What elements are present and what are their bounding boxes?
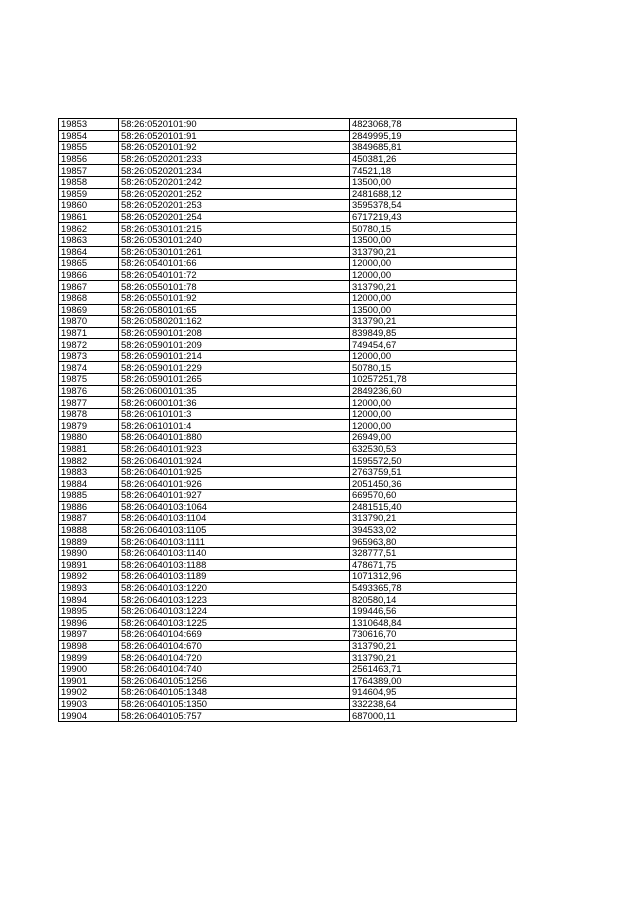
value-cell: 12000,00 bbox=[350, 269, 517, 281]
value-cell: 450381,26 bbox=[350, 153, 517, 165]
cadastral-number-cell: 58:26:0530101:240 bbox=[119, 234, 350, 246]
value-cell: 332238,64 bbox=[350, 698, 517, 710]
table-row bbox=[59, 397, 517, 409]
table-row bbox=[59, 176, 517, 188]
value-cell: 914604,95 bbox=[350, 687, 517, 699]
table-row bbox=[59, 617, 517, 629]
cadastral-number-cell: 58:26:0640103:1104 bbox=[119, 513, 350, 525]
row-number-cell: 19853 bbox=[59, 119, 119, 131]
table-row bbox=[59, 629, 517, 641]
cadastral-number-cell: 58:26:0610101:4 bbox=[119, 420, 350, 432]
table-row bbox=[59, 223, 517, 235]
value-cell: 749454,67 bbox=[350, 339, 517, 351]
row-number-cell: 19879 bbox=[59, 420, 119, 432]
table-row bbox=[59, 594, 517, 606]
row-number-cell: 19869 bbox=[59, 304, 119, 316]
row-number-cell: 19888 bbox=[59, 524, 119, 536]
value-cell: 12000,00 bbox=[350, 350, 517, 362]
row-number-cell: 19884 bbox=[59, 478, 119, 490]
row-number-cell: 19894 bbox=[59, 594, 119, 606]
cadastral-number-cell: 58:26:0540101:72 bbox=[119, 269, 350, 281]
value-cell: 12000,00 bbox=[350, 420, 517, 432]
value-cell: 394533,02 bbox=[350, 524, 517, 536]
row-number-cell: 19886 bbox=[59, 501, 119, 513]
cadastral-number-cell: 58:26:0580101:65 bbox=[119, 304, 350, 316]
table-row bbox=[59, 316, 517, 328]
row-number-cell: 19891 bbox=[59, 559, 119, 571]
table-row bbox=[59, 432, 517, 444]
table-row bbox=[59, 571, 517, 583]
table-row bbox=[59, 350, 517, 362]
table-row bbox=[59, 269, 517, 281]
cadastral-number-cell: 58:26:0640103:1105 bbox=[119, 524, 350, 536]
table-row bbox=[59, 455, 517, 467]
cadastral-number-cell: 58:26:0520101:91 bbox=[119, 130, 350, 142]
table-row bbox=[59, 362, 517, 374]
row-number-cell: 19889 bbox=[59, 536, 119, 548]
cadastral-number-cell: 58:26:0520201:234 bbox=[119, 165, 350, 177]
row-number-cell: 19883 bbox=[59, 466, 119, 478]
cadastral-number-cell: 58:26:0540101:66 bbox=[119, 258, 350, 270]
table-row bbox=[59, 119, 517, 131]
row-number-cell: 19855 bbox=[59, 142, 119, 154]
value-cell: 2051450,36 bbox=[350, 478, 517, 490]
cadastral-number-cell: 58:26:0610101:3 bbox=[119, 408, 350, 420]
row-number-cell: 19900 bbox=[59, 663, 119, 675]
table-row bbox=[59, 234, 517, 246]
cadastral-number-cell: 58:26:0520201:253 bbox=[119, 200, 350, 212]
cadastral-number-cell: 58:26:0640101:925 bbox=[119, 466, 350, 478]
table-row bbox=[59, 142, 517, 154]
row-number-cell: 19874 bbox=[59, 362, 119, 374]
value-cell: 2849236,60 bbox=[350, 385, 517, 397]
cadastral-number-cell: 58:26:0640105:1350 bbox=[119, 698, 350, 710]
table-body bbox=[59, 119, 517, 722]
cadastral-number-cell: 58:26:0530101:215 bbox=[119, 223, 350, 235]
table-row bbox=[59, 675, 517, 687]
cadastral-number-cell: 58:26:0600101:35 bbox=[119, 385, 350, 397]
row-number-cell: 19864 bbox=[59, 246, 119, 258]
table-row bbox=[59, 327, 517, 339]
row-number-cell: 19857 bbox=[59, 165, 119, 177]
row-number-cell: 19902 bbox=[59, 687, 119, 699]
value-cell: 2849995,19 bbox=[350, 130, 517, 142]
row-number-cell: 19882 bbox=[59, 455, 119, 467]
row-number-cell: 19895 bbox=[59, 605, 119, 617]
row-number-cell: 19865 bbox=[59, 258, 119, 270]
table-row bbox=[59, 501, 517, 513]
row-number-cell: 19862 bbox=[59, 223, 119, 235]
cadastral-number-cell: 58:26:0640104:669 bbox=[119, 629, 350, 641]
cadastral-number-cell: 58:26:0640104:670 bbox=[119, 640, 350, 652]
row-number-cell: 19885 bbox=[59, 490, 119, 502]
value-cell: 3595378,54 bbox=[350, 200, 517, 212]
value-cell: 50780,15 bbox=[350, 362, 517, 374]
row-number-cell: 19890 bbox=[59, 547, 119, 559]
value-cell: 632530,53 bbox=[350, 443, 517, 455]
value-cell: 1595572,50 bbox=[350, 455, 517, 467]
value-cell: 478671,75 bbox=[350, 559, 517, 571]
row-number-cell: 19859 bbox=[59, 188, 119, 200]
value-cell: 2481515,40 bbox=[350, 501, 517, 513]
row-number-cell: 19873 bbox=[59, 350, 119, 362]
row-number-cell: 19854 bbox=[59, 130, 119, 142]
row-number-cell: 19898 bbox=[59, 640, 119, 652]
value-cell: 669570,60 bbox=[350, 490, 517, 502]
cadastral-number-cell: 58:26:0640103:1111 bbox=[119, 536, 350, 548]
table-row bbox=[59, 281, 517, 293]
value-cell: 13500,00 bbox=[350, 304, 517, 316]
value-cell: 1764389,00 bbox=[350, 675, 517, 687]
table-row bbox=[59, 605, 517, 617]
value-cell: 13500,00 bbox=[350, 234, 517, 246]
row-number-cell: 19860 bbox=[59, 200, 119, 212]
value-cell: 26949,00 bbox=[350, 432, 517, 444]
cadastral-number-cell: 58:26:0580201:162 bbox=[119, 316, 350, 328]
cadastral-number-cell: 58:26:0640105:757 bbox=[119, 710, 350, 722]
row-number-cell: 19904 bbox=[59, 710, 119, 722]
table-row bbox=[59, 188, 517, 200]
row-number-cell: 19863 bbox=[59, 234, 119, 246]
value-cell: 2763759,51 bbox=[350, 466, 517, 478]
row-number-cell: 19877 bbox=[59, 397, 119, 409]
table-row bbox=[59, 490, 517, 502]
value-cell: 313790,21 bbox=[350, 316, 517, 328]
row-number-cell: 19897 bbox=[59, 629, 119, 641]
value-cell: 12000,00 bbox=[350, 408, 517, 420]
table-row bbox=[59, 211, 517, 223]
cadastral-number-cell: 58:26:0520101:92 bbox=[119, 142, 350, 154]
table-row bbox=[59, 385, 517, 397]
row-number-cell: 19892 bbox=[59, 571, 119, 583]
table-row bbox=[59, 443, 517, 455]
table-row bbox=[59, 710, 517, 722]
row-number-cell: 19893 bbox=[59, 582, 119, 594]
value-cell: 313790,21 bbox=[350, 652, 517, 664]
table-row bbox=[59, 640, 517, 652]
row-number-cell: 19903 bbox=[59, 698, 119, 710]
cadastral-number-cell: 58:26:0640103:1223 bbox=[119, 594, 350, 606]
row-number-cell: 19880 bbox=[59, 432, 119, 444]
cadastral-number-cell: 58:26:0550101:92 bbox=[119, 292, 350, 304]
cadastral-number-cell: 58:26:0600101:36 bbox=[119, 397, 350, 409]
table-row bbox=[59, 513, 517, 525]
value-cell: 50780,15 bbox=[350, 223, 517, 235]
value-cell: 12000,00 bbox=[350, 292, 517, 304]
table-row bbox=[59, 582, 517, 594]
cadastral-number-cell: 58:26:0640101:927 bbox=[119, 490, 350, 502]
value-cell: 12000,00 bbox=[350, 397, 517, 409]
value-cell: 13500,00 bbox=[350, 176, 517, 188]
table-row bbox=[59, 200, 517, 212]
cadastral-number-cell: 58:26:0590101:208 bbox=[119, 327, 350, 339]
table-row bbox=[59, 165, 517, 177]
table-row bbox=[59, 524, 517, 536]
cadastral-number-cell: 58:26:0520201:254 bbox=[119, 211, 350, 223]
table-row bbox=[59, 478, 517, 490]
cadastral-number-cell: 58:26:0640103:1224 bbox=[119, 605, 350, 617]
row-number-cell: 19876 bbox=[59, 385, 119, 397]
row-number-cell: 19872 bbox=[59, 339, 119, 351]
table-row bbox=[59, 339, 517, 351]
table-row bbox=[59, 153, 517, 165]
cadastral-number-cell: 58:26:0640103:1188 bbox=[119, 559, 350, 571]
value-cell: 6717219,43 bbox=[350, 211, 517, 223]
row-number-cell: 19901 bbox=[59, 675, 119, 687]
value-cell: 5493365,78 bbox=[350, 582, 517, 594]
value-cell: 3849685,81 bbox=[350, 142, 517, 154]
cadastral-number-cell: 58:26:0590101:229 bbox=[119, 362, 350, 374]
table-row bbox=[59, 292, 517, 304]
row-number-cell: 19899 bbox=[59, 652, 119, 664]
cadastral-number-cell: 58:26:0640103:1189 bbox=[119, 571, 350, 583]
cadastral-number-cell: 58:26:0640105:1348 bbox=[119, 687, 350, 699]
table-row bbox=[59, 420, 517, 432]
row-number-cell: 19868 bbox=[59, 292, 119, 304]
cadastral-number-cell: 58:26:0590101:209 bbox=[119, 339, 350, 351]
table-row bbox=[59, 304, 517, 316]
table-row bbox=[59, 374, 517, 386]
value-cell: 4823068,78 bbox=[350, 119, 517, 131]
row-number-cell: 19858 bbox=[59, 176, 119, 188]
table-row bbox=[59, 130, 517, 142]
table-row bbox=[59, 687, 517, 699]
cadastral-number-cell: 58:26:0530101:261 bbox=[119, 246, 350, 258]
value-cell: 820580,14 bbox=[350, 594, 517, 606]
cadastral-number-cell: 58:26:0640101:923 bbox=[119, 443, 350, 455]
cadastral-number-cell: 58:26:0640103:1140 bbox=[119, 547, 350, 559]
row-number-cell: 19871 bbox=[59, 327, 119, 339]
table-row bbox=[59, 559, 517, 571]
row-number-cell: 19878 bbox=[59, 408, 119, 420]
cadastral-number-cell: 58:26:0520101:90 bbox=[119, 119, 350, 131]
table-row bbox=[59, 466, 517, 478]
value-cell: 730616,70 bbox=[350, 629, 517, 641]
value-cell: 10257251,78 bbox=[350, 374, 517, 386]
cadastral-number-cell: 58:26:0550101:78 bbox=[119, 281, 350, 293]
value-cell: 74521,18 bbox=[350, 165, 517, 177]
value-cell: 965963,80 bbox=[350, 536, 517, 548]
cadastral-number-cell: 58:26:0640101:924 bbox=[119, 455, 350, 467]
table-row bbox=[59, 408, 517, 420]
row-number-cell: 19875 bbox=[59, 374, 119, 386]
table-row bbox=[59, 547, 517, 559]
cadastral-number-cell: 58:26:0590101:265 bbox=[119, 374, 350, 386]
value-cell: 1310648,84 bbox=[350, 617, 517, 629]
cadastral-number-cell: 58:26:0640101:880 bbox=[119, 432, 350, 444]
value-cell: 313790,21 bbox=[350, 513, 517, 525]
value-cell: 687000,11 bbox=[350, 710, 517, 722]
value-cell: 313790,21 bbox=[350, 640, 517, 652]
value-cell: 12000,00 bbox=[350, 258, 517, 270]
row-number-cell: 19870 bbox=[59, 316, 119, 328]
cadastral-number-cell: 58:26:0640101:926 bbox=[119, 478, 350, 490]
cadastral-number-cell: 58:26:0640103:1225 bbox=[119, 617, 350, 629]
cadastral-number-cell: 58:26:0640105:1256 bbox=[119, 675, 350, 687]
cadastral-number-cell: 58:26:0640104:740 bbox=[119, 663, 350, 675]
cadastral-number-cell: 58:26:0520201:242 bbox=[119, 176, 350, 188]
table-row bbox=[59, 652, 517, 664]
value-cell: 2481688,12 bbox=[350, 188, 517, 200]
row-number-cell: 19881 bbox=[59, 443, 119, 455]
value-cell: 1071312,96 bbox=[350, 571, 517, 583]
row-number-cell: 19887 bbox=[59, 513, 119, 525]
table-row bbox=[59, 663, 517, 675]
cadastral-value-table bbox=[58, 118, 517, 722]
value-cell: 2561463,71 bbox=[350, 663, 517, 675]
row-number-cell: 19896 bbox=[59, 617, 119, 629]
value-cell: 839849,85 bbox=[350, 327, 517, 339]
row-number-cell: 19856 bbox=[59, 153, 119, 165]
table-row bbox=[59, 698, 517, 710]
table-row bbox=[59, 258, 517, 270]
value-cell: 199446,56 bbox=[350, 605, 517, 617]
cadastral-number-cell: 58:26:0640103:1064 bbox=[119, 501, 350, 513]
value-cell: 313790,21 bbox=[350, 281, 517, 293]
value-cell: 328777,51 bbox=[350, 547, 517, 559]
cadastral-number-cell: 58:26:0520201:252 bbox=[119, 188, 350, 200]
row-number-cell: 19866 bbox=[59, 269, 119, 281]
cadastral-number-cell: 58:26:0640103:1220 bbox=[119, 582, 350, 594]
row-number-cell: 19861 bbox=[59, 211, 119, 223]
table-row bbox=[59, 536, 517, 548]
value-cell: 313790,21 bbox=[350, 246, 517, 258]
cadastral-number-cell: 58:26:0590101:214 bbox=[119, 350, 350, 362]
table-row bbox=[59, 246, 517, 258]
cadastral-number-cell: 58:26:0520201:233 bbox=[119, 153, 350, 165]
cadastral-number-cell: 58:26:0640104:720 bbox=[119, 652, 350, 664]
row-number-cell: 19867 bbox=[59, 281, 119, 293]
